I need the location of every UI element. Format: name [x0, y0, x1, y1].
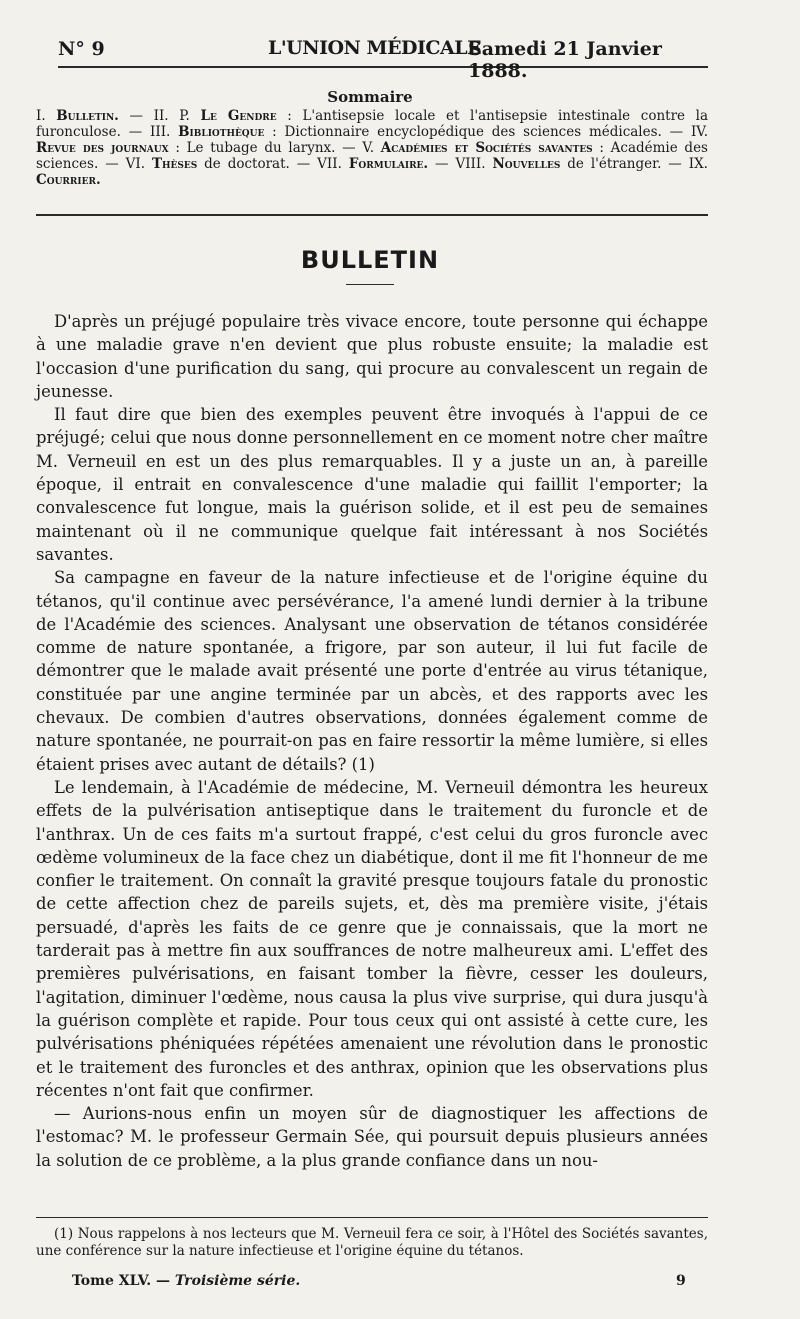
article-paragraph: D'après un préjugé populaire très vivace encore, toute personne qui échappe à une maladie grave n'en devient que plus robuste ensuite; la maladie est l'occasion d'une purification du sang, qui procure au convalescent un regain de jeunesse. — [36, 312, 708, 401]
summary-item-text: : L'antisepsie locale et l'antisepsie intestinale contre la furonculose. — III. — [36, 108, 709, 140]
summary-item-label: Le Gendre — [200, 108, 277, 124]
summary-item-label: Nouvelles — [492, 156, 561, 172]
summary-item-text: — VIII. — [428, 156, 493, 172]
footnote — [36, 1226, 708, 1260]
summary-title: Sommaire — [327, 88, 413, 106]
summary-item-num: I. — [36, 108, 46, 124]
summary-item-text: — II. P. — [118, 108, 201, 124]
volume-label: Tome XLV. — — [72, 1273, 175, 1289]
summary-item-text: de l'étranger. — IX. — [560, 156, 708, 172]
series-label: Troisième série. — [174, 1273, 301, 1289]
summary-item-text: : Dictionnaire encyclopédique des sciences médicales. — IV. — [264, 124, 708, 140]
journal-title: L'UNION MÉDICALE — [268, 37, 482, 59]
summary-item-label: Bibliothèque — [178, 124, 265, 140]
summary-item-label: Courrier. — [36, 172, 101, 188]
article-body — [36, 310, 708, 1172]
summary-item-text: : Le tubage du larynx. — V. — [168, 140, 381, 156]
page-number: 9 — [676, 1273, 686, 1289]
summary-item-label: Formulaire. — [348, 156, 429, 172]
summary-item-label: Bulletin. — [56, 108, 119, 124]
issue-number: N° 9 — [58, 38, 105, 60]
article-paragraph: Le lendemain, à l'Académie de médecine, M. Verneuil démontra les heureux effets de la pulvérisation antiseptique dans le traitement du furoncle et de l'anthrax. Un de ces faits m'a surtout frappé, c'est celui du gros furoncle avec œdème volumineux de la face chez un diabétique, dont il me fit l'honneur de me confier le traitement. On connaît la gravité presque toujours fatale du pronostic de cette affection chez de pareils sujets, et, dès ma première visite, j'étais persuadé, d'après les faits de ce genre que je connaissais, que la mort ne tarderait pas à mettre fin aux souffrances de notre malheureux ami. L'effet des premières pulvérisations, en faisant tomber la fièvre, cesser les douleurs, l'agitation, diminuer l'œdème, nous causa la plus vive surprise, qui dura jusqu'à la guérison complète et rapide. Pour tous ceux qui ont assisté à cette cure, les pulvérisations phéniquées répétées amenaient une révolution dans le pronostic et le traitement des furoncles et des anthrax, opinion que les observations plus récentes n'ont fait que confirmer. — [36, 777, 708, 1100]
title-underline — [346, 284, 394, 285]
volume-info — [72, 1273, 300, 1289]
summary-item-text: de doctorat. — VII. — [197, 156, 349, 172]
summary-item-label: Revue des journaux — [36, 140, 169, 156]
issue-date: Samedi 21 Janvier 1888. — [468, 38, 662, 82]
summary-item-label: Académies et Sociétés savantes — [380, 140, 593, 156]
summary-item-label: Thèses — [151, 156, 198, 172]
article-paragraph: — Aurions-nous enfin un moyen sûr de diagnostiquer les affections de l'estomac? M. le professeur Germain Sée, qui poursuit depuis plusieurs années la solution de ce problème, a la plus grande confiance dans un nou- — [36, 1104, 708, 1170]
summary-item-text: : Académie des sciences. — VI. — [36, 140, 708, 172]
article-paragraph: Sa campagne en faveur de la nature infectieuse et de l'origine équine du tétanos, qu'il continue avec persévérance, l'a amené lundi dernier à la tribune de l'Académie des sciences. Analysant une observation de tétanos considérée comme de nature spontanée, a frigore, par son auteur, il lui fut facile de démontrer que le malade avait présenté une porte d'entrée au virus tétanique, constituée par une angine terminée par un abcès, et des rapports avec les chevaux. De combien d'autres observations, données également comme de nature spontanée, ne pourrait-on pas en faire ressortir la même lumière, si elles étaient prises avec autant de détails? (1) — [36, 568, 708, 774]
footnote-text: (1) Nous rappelons à nos lecteurs que M. Verneuil fera ce soir, à l'Hôtel des Sociétés savantes, une conférence sur la nature infectieuse et l'origine équine du tétanos. — [36, 1226, 708, 1259]
footnote-divider — [36, 1217, 708, 1218]
section-divider — [36, 214, 708, 216]
article-paragraph: Il faut dire que bien des exemples peuvent être invoqués à l'appui de ce préjugé; celui que nous donne personnellement en ce moment notre cher maître M. Verneuil en est un des plus remarquables. Il y a juste un an, à pareille époque, il entrait en convalescence d'une maladie qui faillit l'emporter; la convalescence fut longue, mais la guérison solide, et il est peu de semaines maintenant où il ne communique quelque fait intéressant à nos Sociétés savantes. — [36, 405, 708, 564]
page-header — [58, 30, 708, 82]
bulletin-title: BULLETIN — [300, 246, 440, 274]
summary-text — [36, 108, 708, 188]
